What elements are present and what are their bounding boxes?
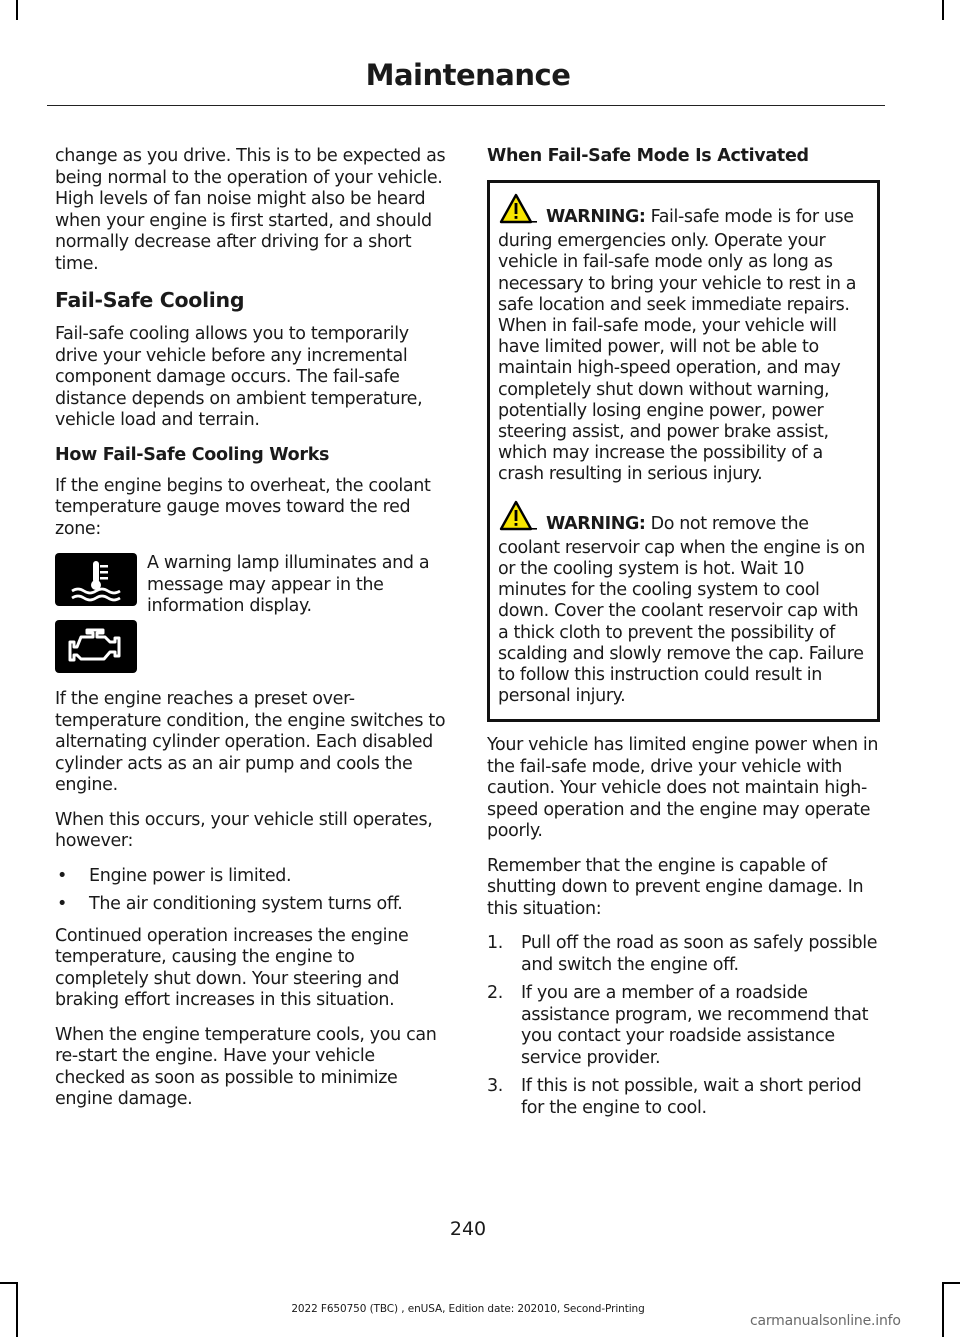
steps-list [487, 933, 880, 1119]
consequence-list [55, 866, 448, 916]
list-item: 2. If you are a member of a roadside assistance program, we recommend that you contact your roadside assistance service provider. [487, 983, 869, 1068]
list-item: 1. Pull off the road as soon as safely possible and switch the engine off. [487, 933, 878, 975]
crop-mark-top-left [16, 0, 18, 20]
step-number: 2. [487, 983, 503, 1004]
check-engine-icon [55, 620, 137, 673]
shutdown-paragraph: Remember that the engine is capable of shutting down to prevent engine damage. In this situation: [487, 855, 864, 919]
warning-triangle-icon [498, 500, 542, 538]
crop-mark-bottom-right-h [942, 1282, 960, 1284]
continued-operation-paragraph: Continued operation increases the engine temperature, causing the engine to completely shut down. Your steering and braking effort increases in this situation. [55, 925, 409, 1010]
crop-mark-bottom-right [942, 1282, 944, 1337]
watermark: carmanualsonline.info [750, 1313, 901, 1329]
restart-paragraph: When the engine temperature cools, you can re-start the engine. Have your vehicle checked as soon as possible to minimize engine damage. [55, 1024, 437, 1109]
warning-box [487, 180, 880, 722]
overheat-paragraph: If the engine begins to overheat, the coolant temperature gauge moves toward the red zone: [55, 475, 431, 539]
list-item: 3. If this is not possible, wait a short period for the engine to cool. [487, 1076, 862, 1118]
warning-label: WARNING: [546, 207, 646, 227]
warning-triangle-icon [498, 193, 542, 231]
warning-lamp-text: A warning lamp illuminates and a message may appear in the information display. [147, 553, 430, 616]
subheading-how-it-works: How Fail-Safe Cooling Works [55, 444, 330, 465]
fail-safe-description: Fail-safe cooling allows you to temporarily drive your vehicle before any incremental component damage occurs. The fail-safe distance depends on ambient temperature, vehicle load and terrain. [55, 324, 423, 430]
warning-text: Fail-safe mode is for use during emergencies only. Operate your vehicle in fail-safe mode only as long as necessary to bring your vehicle to rest in a safe location and seek immediate repairs. When in fail-safe mode, your vehicle will have limited power, will not be able to maintain high-speed operation, and may completely shut down without warning, potentially losing engine power, power steering assist, and power brake assist, which may increase the possibility of a crash resulting in serious injury. [498, 207, 857, 485]
left-column [55, 146, 448, 1124]
header-divider [47, 105, 885, 106]
warning-label: WARNING: [546, 513, 646, 534]
coolant-temperature-icon [55, 553, 137, 606]
crop-mark-top-right [942, 0, 944, 20]
right-column [487, 146, 880, 1129]
page-number: 240 [449, 1218, 487, 1240]
warning-paragraph [498, 500, 869, 708]
list-item: • The air conditioning system turns off. [57, 894, 403, 914]
section-heading-fail-safe-mode: When Fail-Safe Mode Is Activated [487, 146, 809, 166]
when-occurs-paragraph: When this occurs, your vehicle still operates, however: [55, 809, 433, 851]
limited-power-paragraph: Your vehicle has limited engine power when in the fail-safe mode, drive your vehicle with caution. Your vehicle does not maintain high-speed operation and the engine may operate poorly. [487, 735, 879, 842]
intro-paragraph: change as you drive. This is to be expected as being normal to the operation of your vehicle. High levels of fan noise might also be heard when your engine is first started, and should normally decrease after driving for a short time. [55, 146, 446, 274]
crop-mark-bottom-left-h [0, 1282, 18, 1284]
step-number: 1. [487, 933, 503, 954]
warning-lamp-block [55, 553, 448, 677]
list-item: • Engine power is limited. [57, 865, 292, 886]
edition-footer: 2022 F650750 (TBC) , enUSA, Edition date: 202010, Second-Printing [291, 1303, 645, 1315]
page-title: Maintenance [365, 58, 571, 92]
bullet-marker: • [57, 865, 67, 886]
warning-text: Do not remove the coolant reservoir cap when the engine is on or the cooling system is hot. Wait 10 minutes for the cooling system to cool down. Cover the coolant reservoir cap with a thick cloth to prevent the possibility of scalding and slowly remove the cap. Failure to follow this instruction could result in personal injury. [498, 513, 865, 707]
section-heading-fail-safe-cooling: Fail-Safe Cooling [55, 288, 245, 312]
step-number: 3. [487, 1076, 503, 1097]
over-temperature-paragraph: If the engine reaches a preset over-temperature condition, the engine switches to alternating cylinder operation. Each disabled cylinder acts as an air pump and cools the engine. [55, 689, 446, 795]
warning-paragraph [498, 193, 869, 486]
bullet-marker: • [57, 894, 67, 914]
